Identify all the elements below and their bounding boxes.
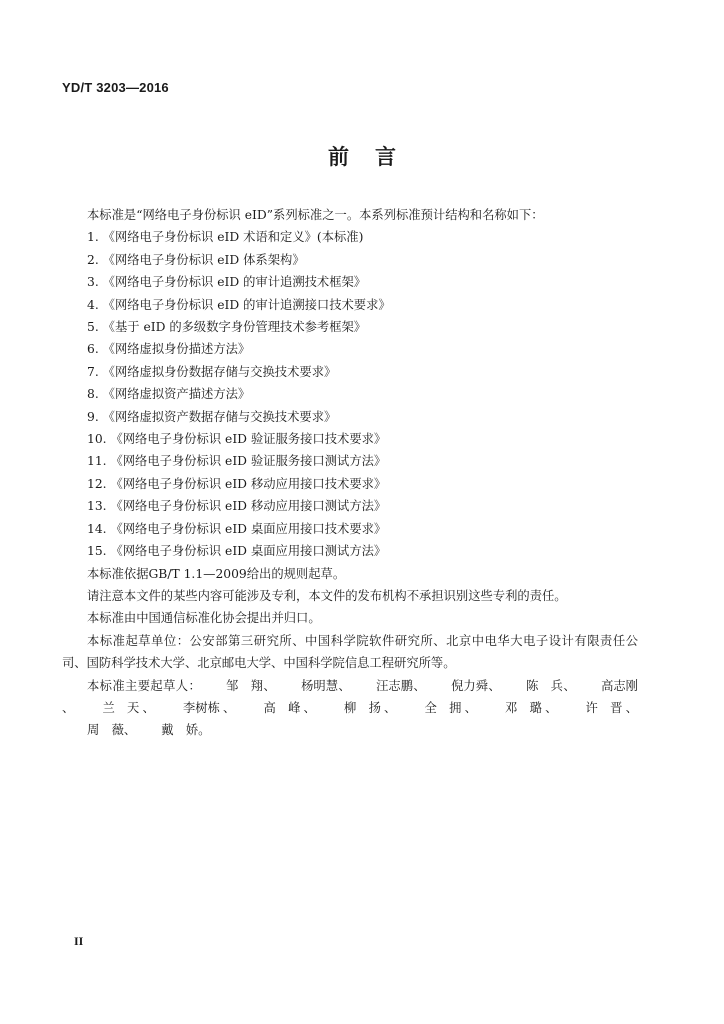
drafters-label: 本标准主要起草人： [87,678,202,693]
series-item: 7. 《网络虚拟身份数据存储与交换技术要求》 [87,364,337,379]
drafter-name: 汪志鹏 [376,678,414,693]
series-item: 10. 《网络电子身份标识 eID 验证服务接口技术要求》 [87,432,387,447]
series-item: 1. 《网络电子身份标识 eID 术语和定义》(本标准) [87,230,364,245]
series-item: 15. 《网络电子身份标识 eID 桌面应用接口测试方法》 [87,544,387,559]
series-item: 2. 《网络电子身份标识 eID 体系架构》 [87,252,305,267]
drafter-name: 全 拥 [424,700,462,715]
page-title: 前言 [328,145,422,169]
series-item: 12. 《网络电子身份标识 eID 移动应用接口技术要求》 [87,476,387,491]
series-item: 5. 《基于 eID 的多级数字身份管理技术参考框架》 [87,320,367,335]
series-item: 11. 《网络电子身份标识 eID 验证服务接口测试方法》 [87,454,387,469]
drafting-units-paragraph: 本标准起草单位：公安部第三研究所、中国科学院软件研究所、北京中电华大电子设计有限责任公司、国防科学技术大学、北京邮电大学、中国科学院信息工程研究所等。 [62,633,638,671]
drafter-name: 邹 翔 [226,678,264,693]
series-item: 3. 《网络电子身份标识 eID 的审计追溯技术框架》 [87,275,367,290]
drafter-name: 柳 扬 [344,700,381,715]
drafter-name: 李树栋 [182,700,220,715]
series-item: 9. 《网络虚拟资产数据存储与交换技术要求》 [87,409,337,424]
drafter-name: 倪力舜 [451,678,488,693]
document-body [62,204,638,742]
series-item: 14. 《网络电子身份标识 eID 桌面应用接口技术要求》 [87,521,387,536]
series-item: 13. 《网络电子身份标识 eID 移动应用接口测试方法》 [87,499,387,514]
drafter-name: 许 晋 [585,700,623,715]
drafter-name: 周 薇 [87,723,124,738]
series-item: 6. 《网络虚拟身份描述方法》 [87,342,251,357]
drafter-name: 高 峰 [263,700,301,715]
drafter-name: 高志刚 [601,678,638,693]
drafter-name: 戴 娇 [161,723,199,738]
drafter-name: 杨明慧 [301,678,339,693]
drafting-rule-paragraph: 本标准依据GB/T 1.1—2009给出的规则起草。 [87,566,346,581]
intro-paragraph: 本标准是“网络电子身份标识 eID”系列标准之一。本系列标准预计结构和名称如下： [87,208,544,222]
standard-code: YD/T 3203—2016 [62,80,169,95]
series-item: 8. 《网络虚拟资产描述方法》 [87,387,251,402]
drafter-name: 邓 璐 [505,700,542,715]
drafter-name: 陈 兵 [526,678,563,693]
drafters-paragraph: 本标准主要起草人： 邹 翔、 杨明慧、 汪志鹏、 倪力舜、 陈 兵、 高志刚、 兰 天、 李树栋、 高 峰、 柳 扬、 全 拥、 邓 璐、 许 晋、周 薇、 戴 娇。 [62,675,638,742]
series-item: 4. 《网络电子身份标识 eID 的审计追溯接口技术要求》 [87,297,391,312]
patent-notice-paragraph: 请注意本文件的某些内容可能涉及专利，本文件的发布机构不承担识别这些专利的责任。 [87,588,567,603]
drafter-name: 兰 天 [102,700,140,715]
proposer-paragraph: 本标准由中国通信标准化协会提出并归口。 [87,611,321,626]
page-number: II [74,934,84,948]
